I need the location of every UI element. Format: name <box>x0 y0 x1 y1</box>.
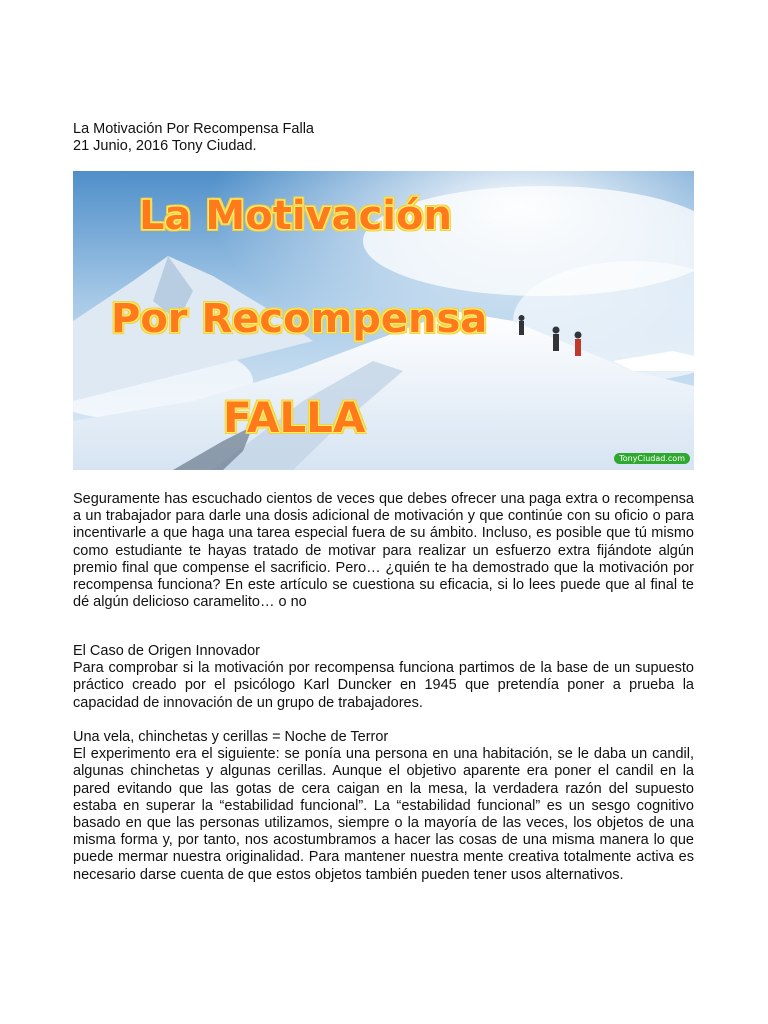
article-title: La Motivación Por Recompensa Falla <box>73 121 314 137</box>
hero-title-line3: FALLA <box>223 393 366 442</box>
hero-title-line1: La Motivación <box>139 193 452 239</box>
watermark-badge: TonyCiudad.com <box>614 453 690 464</box>
article-date-author: 21 Junio, 2016 Tony Ciudad. <box>73 138 257 154</box>
section-experiment-paragraph: El experimento era el siguiente: se ponía una persona en una habitación, se le daba un candil, algunas chinchetas y algunas cerillas. Aunque el objetivo aparente era poner el candil en la pared evitando que las gotas de cera caigan en la mesa, la verdadera razón del supuesto estaba en superar la “estabilidad funcional”. La “estabilidad funcional” es un sesgo cognitivo basado en que las personas utilizamos, siempre o la mayoría de las veces, los objetos de una misma forma y, por tanto, nos acostumbramos a hacer las cosas de una misma manera lo que puede mermar nuestra originalidad. Para mantener nuestra mente creativa totalmente activa es necesario darse cuenta de que estos objetos también pueden tener usos alternativos. <box>73 746 694 883</box>
section-experiment <box>73 729 694 884</box>
hero-image <box>73 171 694 470</box>
section-origin-paragraph: Para comprobar si la motivación por recompensa funciona partimos de la base de un supuesto práctico creado por el psicólogo Karl Duncker en 1945 que pretendía poner a prueba la capacidad de innovación de un grupo de trabajadores. <box>73 660 694 711</box>
hero-title-line2: Por Recompensa <box>111 296 488 342</box>
intro-section <box>73 491 694 611</box>
document-header <box>73 121 314 155</box>
section-origin-heading: El Caso de Origen Innovador <box>73 643 260 659</box>
section-experiment-heading: Una vela, chinchetas y cerillas = Noche de Terror <box>73 729 389 745</box>
section-origin <box>73 643 694 712</box>
intro-paragraph: Seguramente has escuchado cientos de veces que debes ofrecer una paga extra o recompensa a un trabajador para darle una dosis adicional de motivación y que continúe con su oficio o para incentivarle a que haga una tarea especial fuera de su ámbito. Incluso, es posible que tú mismo como estudiante te hayas tratado de motivar para realizar un esfuerzo extra fijándote algún premio final que compense el sacrificio. Pero… ¿quién te ha demostrado que la motivación por recompensa funciona? En este artículo se cuestiona su eficacia, si lo lees puede que al final te dé algún delicioso caramelito… o no <box>73 491 694 611</box>
